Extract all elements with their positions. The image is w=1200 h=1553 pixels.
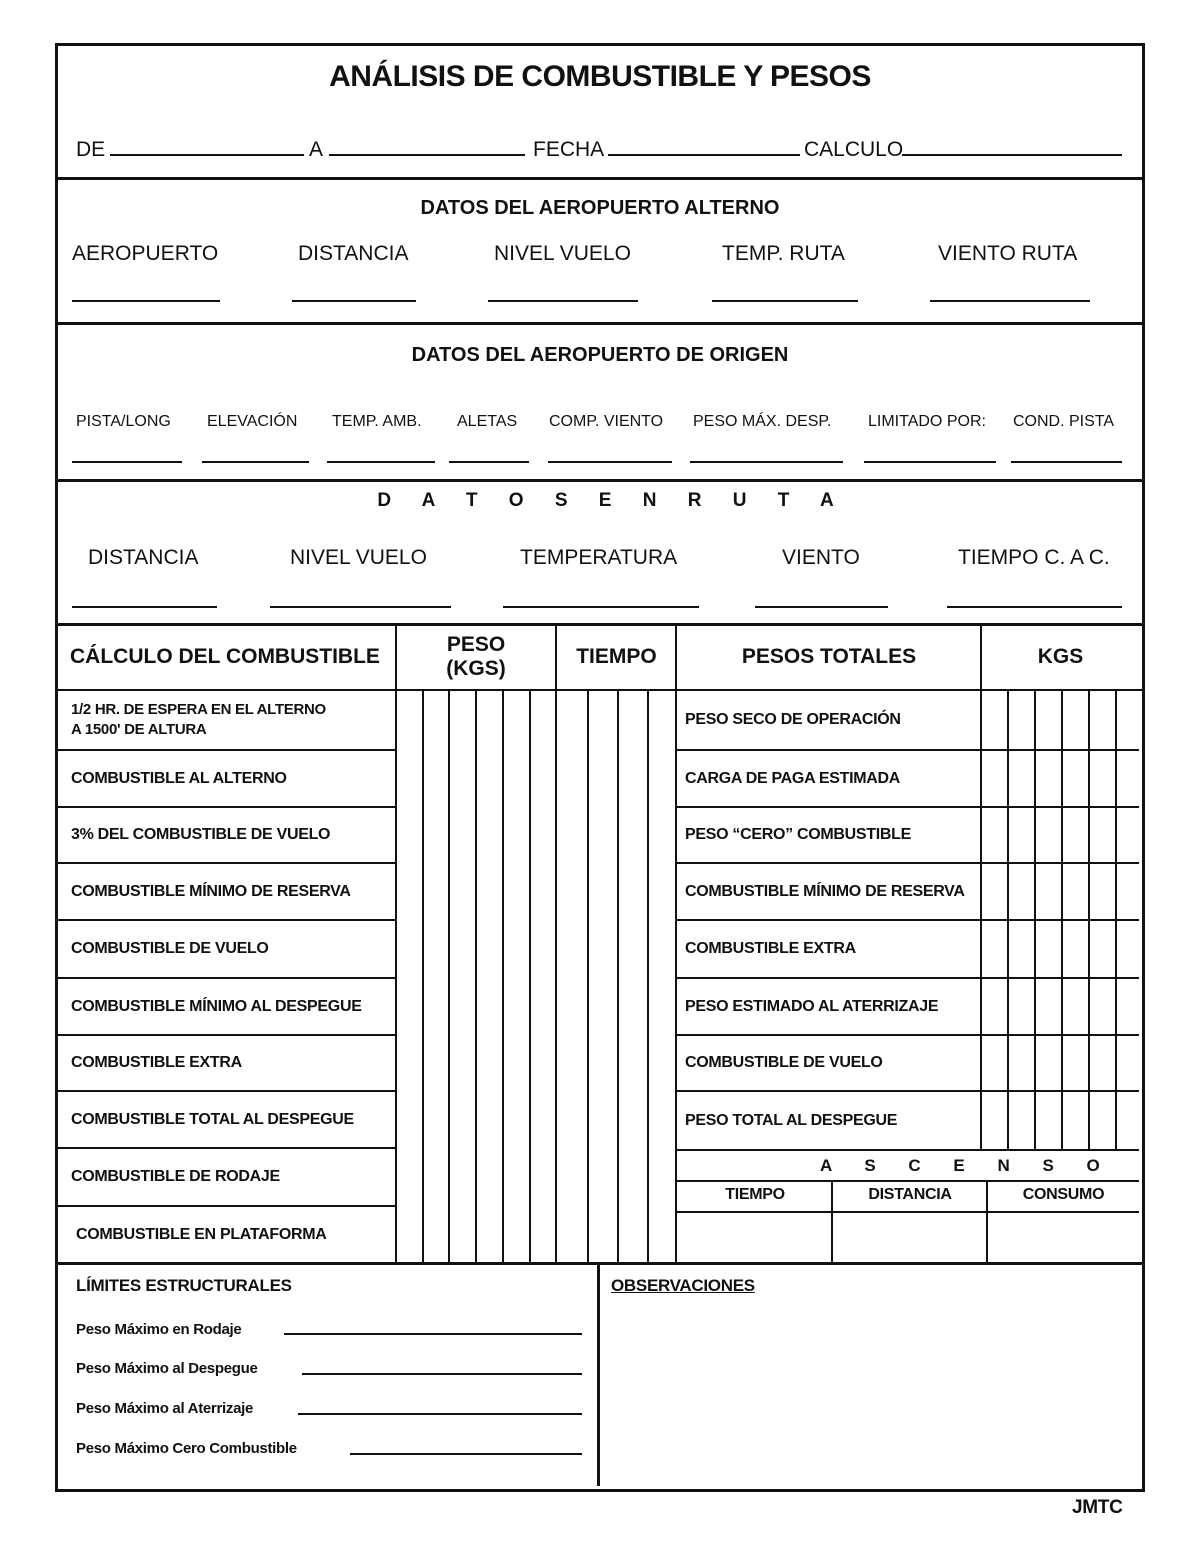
ruta-label-distancia: DISTANCIA (88, 546, 199, 569)
ruta-label-nivel-vuelo: NIVEL VUELO (290, 546, 427, 569)
col-divider (980, 625, 982, 1151)
grid-column (617, 691, 619, 1263)
origen-field-aletas[interactable] (449, 461, 529, 463)
ruta-label-viento: VIENTO (782, 546, 860, 569)
observaciones-area[interactable] (602, 1300, 1137, 1484)
fuel-calc-row (71, 921, 393, 977)
grid-column (1007, 691, 1009, 1151)
origen-label-temp-amb: TEMP. AMB. (332, 413, 422, 430)
field-fecha[interactable] (608, 154, 800, 156)
fuel-calc-row (71, 1092, 393, 1147)
alterno-title: DATOS DEL AEROPUERTO ALTERNO (420, 197, 780, 219)
origen-field-cond-pista[interactable] (1011, 461, 1122, 463)
divider (58, 322, 1142, 325)
col-divider (395, 625, 397, 1263)
observaciones-title: OBSERVACIONES (611, 1276, 755, 1295)
weights-total-row-label: COMBUSTIBLE DE VUELO (685, 1054, 883, 1071)
grid-column (448, 691, 450, 1263)
weights-total-row-label: COMBUSTIBLE MÍNIMO DE RESERVA (685, 882, 965, 900)
alterno-label-distancia: DISTANCIA (298, 242, 409, 265)
weights-total-row-label: PESO ESTIMADO AL ATERRIZAJE (685, 997, 939, 1015)
fuel-calc-row-label: COMBUSTIBLE MÍNIMO DE RESERVA (71, 882, 351, 900)
fuel-calc-row (71, 691, 393, 749)
field-de[interactable] (110, 154, 304, 156)
divider (58, 479, 1142, 482)
fuel-calc-row (71, 751, 393, 806)
origen-field-comp-viento[interactable] (548, 461, 672, 463)
fuel-calc-row (76, 1207, 398, 1262)
ascenso-top-line (677, 1149, 1139, 1151)
header-peso-line2: (KGS) (446, 657, 506, 680)
col-divider (555, 625, 557, 1263)
ascenso-title: A S C E N S O (820, 1156, 1114, 1175)
alterno-field-aeropuerto[interactable] (72, 300, 220, 302)
fuel-calc-row (71, 1149, 393, 1205)
label-calculo: CALCULO (804, 138, 904, 161)
label-de: DE (76, 138, 106, 161)
ruta-label-tiempo: TIEMPO C. A C. (958, 546, 1110, 569)
fuel-calc-row-label: 1/2 HR. DE ESPERA EN EL ALTERNO (71, 701, 326, 718)
weights-total-row-label: PESO TOTAL AL DESPEGUE (685, 1111, 898, 1129)
limite-cero-label: Peso Máximo Cero Combustible (76, 1440, 297, 1457)
ascenso-col-consumo: CONSUMO (1022, 1186, 1105, 1203)
grid-column (1034, 691, 1036, 1151)
fuel-calc-row-label: COMBUSTIBLE AL ALTERNO (71, 769, 287, 787)
header-peso (397, 633, 555, 681)
fuel-calc-row (71, 979, 393, 1034)
ruta-field-distancia[interactable] (72, 606, 217, 608)
alterno-label-aeropuerto: AEROPUERTO (72, 242, 219, 265)
grid-column (529, 691, 531, 1263)
divider (58, 177, 1142, 180)
grid-column (647, 691, 649, 1263)
origen-field-temp-amb[interactable] (327, 461, 435, 463)
limite-despegue-label: Peso Máximo al Despegue (76, 1360, 258, 1377)
weights-total-row-label: COMBUSTIBLE EXTRA (685, 940, 856, 957)
fuel-calc-row-label: COMBUSTIBLE TOTAL AL DESPEGUE (71, 1110, 354, 1128)
ruta-field-temperatura[interactable] (503, 606, 699, 608)
limite-aterrizaje-field[interactable] (298, 1413, 582, 1415)
origen-field-elevacion[interactable] (202, 461, 309, 463)
fuel-calc-row (71, 808, 393, 862)
origen-label-aletas: ALETAS (457, 413, 518, 430)
fuel-calc-row-label: 3% DEL COMBUSTIBLE DE VUELO (71, 826, 331, 843)
grid-column (475, 691, 477, 1263)
field-a[interactable] (329, 154, 525, 156)
limite-aterrizaje-label: Peso Máximo al Aterrizaje (76, 1400, 254, 1417)
fuel-calc-row (71, 864, 393, 919)
weights-total-row-label: PESO “CERO” COMBUSTIBLE (685, 826, 912, 843)
origen-label-limitado: LIMITADO POR: (868, 413, 986, 430)
ruta-field-viento[interactable] (755, 606, 888, 608)
grid-column (502, 691, 504, 1263)
grid-column (1115, 691, 1117, 1151)
ascenso-header-line (677, 1211, 1139, 1213)
field-calculo[interactable] (902, 154, 1122, 156)
fuel-calc-row (71, 1036, 393, 1090)
origen-field-peso-max[interactable] (690, 461, 843, 463)
bottom-divider (597, 1262, 600, 1486)
grid-column (422, 691, 424, 1263)
limite-rodaje-label: Peso Máximo en Rodaje (76, 1321, 242, 1338)
label-fecha: FECHA (533, 138, 605, 161)
header-pesos-totales: PESOS TOTALES (741, 645, 917, 668)
alterno-field-nivel-vuelo[interactable] (488, 300, 638, 302)
ascenso-col-distancia: DISTANCIA (868, 1186, 952, 1203)
origen-label-elevacion: ELEVACIÓN (207, 413, 298, 430)
header-calculo: CÁLCULO DEL COMBUSTIBLE (70, 645, 380, 668)
limite-despegue-field[interactable] (302, 1373, 582, 1375)
fuel-calc-row-label: A 1500' DE ALTURA (71, 721, 207, 738)
label-a: A (309, 138, 324, 161)
weights-total-row-label: CARGA DE PAGA ESTIMADA (685, 769, 901, 787)
ruta-label-temperatura: TEMPERATURA (520, 546, 678, 569)
alterno-field-viento-ruta[interactable] (930, 300, 1090, 302)
ascenso-mid-line (677, 1180, 1139, 1182)
limites-title: LÍMITES ESTRUCTURALES (76, 1276, 292, 1295)
ruta-field-nivel-vuelo[interactable] (270, 606, 451, 608)
header-kgs: KGS (1037, 645, 1084, 668)
alterno-label-viento-ruta: VIENTO RUTA (938, 242, 1078, 265)
col-divider (675, 625, 677, 1263)
alterno-field-distancia[interactable] (292, 300, 416, 302)
origen-label-peso-max: PESO MÁX. DESP. (693, 413, 832, 430)
limite-cero-field[interactable] (350, 1453, 582, 1455)
fuel-calc-row-label: COMBUSTIBLE EXTRA (71, 1054, 242, 1071)
limite-rodaje-field[interactable] (284, 1333, 582, 1335)
ascenso-col-tiempo: TIEMPO (725, 1186, 785, 1203)
grid-column (587, 691, 589, 1263)
origen-label-pista: PISTA/LONG (76, 413, 171, 430)
fuel-calc-row-label: COMBUSTIBLE DE RODAJE (71, 1168, 280, 1185)
alterno-field-temp-ruta[interactable] (712, 300, 858, 302)
origen-label-comp-viento: COMP. VIENTO (549, 413, 664, 430)
weights-total-row-label: PESO SECO DE OPERACIÓN (685, 711, 901, 728)
origen-field-limitado[interactable] (864, 461, 996, 463)
origen-label-cond-pista: COND. PISTA (1013, 413, 1115, 430)
grid-column (1088, 691, 1090, 1151)
fuel-calc-row-label: COMBUSTIBLE DE VUELO (71, 940, 269, 957)
alterno-label-nivel-vuelo: NIVEL VUELO (494, 242, 631, 265)
fuel-calc-row-label: COMBUSTIBLE MÍNIMO AL DESPEGUE (71, 997, 362, 1015)
form-title: ANÁLISIS DE COMBUSTIBLE Y PESOS (329, 60, 871, 93)
grid-column (1061, 691, 1063, 1151)
origen-title: DATOS DEL AEROPUERTO DE ORIGEN (411, 344, 789, 366)
ruta-field-tiempo[interactable] (947, 606, 1122, 608)
ruta-title: D A T O S E N R U T A (377, 490, 847, 511)
origen-field-pista[interactable] (72, 461, 182, 463)
alterno-label-temp-ruta: TEMP. RUTA (722, 242, 845, 265)
form-code: JMTC (1072, 1497, 1123, 1518)
table-bottom-line (58, 1262, 1142, 1265)
header-tiempo: TIEMPO (576, 645, 657, 668)
header-peso-line1: PESO (446, 633, 506, 656)
fuel-calc-row-label: COMBUSTIBLE EN PLATAFORMA (76, 1225, 327, 1243)
